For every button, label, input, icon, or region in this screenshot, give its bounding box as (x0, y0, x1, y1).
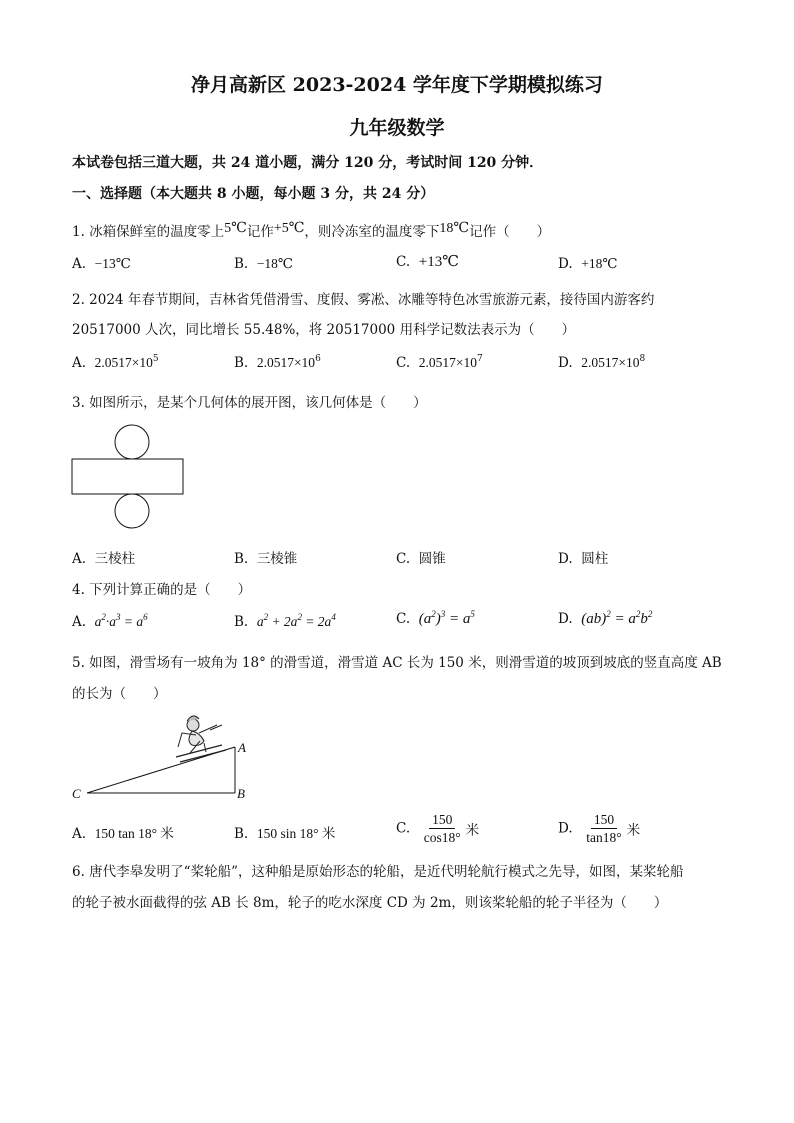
expr-part: = a (445, 611, 471, 627)
exponent: 8 (639, 354, 646, 364)
option-text: 圆柱 (581, 551, 609, 567)
exponent: 2 (606, 609, 611, 619)
expr-part: ) (435, 611, 441, 627)
expr-part: = a (120, 614, 144, 629)
expr-part: a (256, 614, 264, 629)
option-label: C. (396, 254, 411, 270)
option-label: D. (558, 820, 573, 837)
unit: 米 (465, 822, 480, 839)
q5-option-b[interactable] (234, 822, 335, 842)
option-label: C. (396, 355, 411, 371)
option-text: 圆锥 (418, 551, 446, 567)
exponent: 3 (116, 612, 121, 622)
q1-text-part: 记作 (246, 224, 274, 240)
question-6-line-2: 的轮子被水面截得的弦 AB 长 8m，轮子的吃水深度 CD 为 2m，则该桨轮船的轮子半径为（ ） (72, 895, 668, 911)
option-text: 三棱锥 (256, 551, 298, 567)
exponent: 5 (470, 609, 475, 619)
option-label: C. (396, 551, 411, 567)
option-text: +13℃ (418, 254, 459, 270)
unit: 米 (626, 822, 641, 839)
fraction (421, 812, 464, 845)
skier-icon (176, 716, 226, 762)
fraction-numerator: 150 (591, 812, 617, 829)
q1-text-part: ，则冷冻室的温度零下 (304, 224, 440, 240)
exponent: 2 (431, 609, 436, 619)
exponent: 4 (331, 612, 336, 622)
option-label: D. (558, 355, 573, 371)
intro-text: 本试卷包括三道大题，共 24 道小题，满分 120 分，考试时间 120 分钟． (72, 155, 544, 171)
page-subtitle: 九年级数学 (349, 117, 445, 139)
point-label-b: B (237, 786, 245, 801)
q5-option-c[interactable] (396, 812, 479, 845)
option-label: B. (234, 614, 249, 630)
point-label-a: A (238, 740, 246, 755)
expr-part: = 2a (301, 614, 332, 629)
option-text: 2.0517×10 (418, 355, 477, 370)
q1-math: +5℃ (273, 221, 305, 236)
option-text: 2.0517×10 (94, 355, 153, 370)
fraction-denominator: cos18° (423, 830, 461, 845)
exponent: 7 (476, 354, 483, 364)
expr-part: + 2a (268, 614, 298, 629)
option-text: 2.0517×10 (256, 355, 316, 370)
option-text: −13℃ (94, 256, 131, 271)
page-title: 净月高新区 2023-2024 学年度下学期模拟练习 (191, 74, 603, 96)
exponent: 2 (635, 609, 641, 619)
question-6-line-1: 6. 唐代李皋发明了“桨轮船”，这种船是原始形态的轮船，是近代明轮航行模式之先导，如图，某桨轮船 (72, 864, 684, 880)
option-label: A. (72, 826, 87, 842)
option-label: D. (558, 551, 573, 567)
exponent: 6 (143, 612, 148, 622)
fraction-denominator: tan18° (586, 830, 622, 845)
question-2-line-2: 20517000 人次，同比增长 55.48%，将 20517000 用科学记数法表示为（ ） (72, 322, 576, 338)
option-text: +18℃ (581, 256, 618, 271)
option-text: −18℃ (256, 256, 294, 271)
option-text: 三棱柱 (94, 551, 136, 567)
expr-part: ·a (105, 614, 117, 629)
option-label: B. (234, 355, 249, 371)
q1-math: 5℃ (224, 221, 247, 236)
option-text: 150 sin 18° 米 (256, 826, 336, 841)
exponent: 2 (263, 612, 269, 622)
exponent: 5 (152, 354, 159, 364)
fraction-numerator: 150 (429, 812, 455, 829)
question-4: 4. 下列计算正确的是（ ） (72, 582, 252, 598)
q1-text-part: 记作（ ） (469, 224, 551, 240)
exponent: 2 (297, 612, 302, 622)
exponent: 6 (315, 354, 321, 364)
option-label: C. (396, 820, 411, 837)
option-label: B. (234, 826, 249, 842)
option-label: A. (72, 551, 87, 567)
question-2-line-1: 2. 2024 年春节期间，吉林省凭借滑雪、度假、雾凇、冰雕等特色冰雪旅游元素，接待国内游客约 (72, 292, 655, 308)
option-label: B. (234, 551, 249, 567)
question-5-line-2: 的长为（ ） (72, 686, 167, 702)
option-label: B. (234, 256, 249, 272)
section-heading: 一、选择题（本大题共 8 小题，每小题 3 分，共 24 分） (72, 186, 435, 202)
option-label: C. (396, 611, 411, 627)
expr-part: (ab) (581, 611, 607, 627)
expr-part: = a (610, 611, 636, 627)
option-label: D. (558, 611, 573, 627)
option-label: A. (72, 355, 87, 371)
exponent: 2 (647, 609, 653, 619)
option-label: A. (72, 614, 87, 630)
question-5-line-1: 5. 如图，滑雪场有一坡角为 18° 的滑雪道，滑雪道 AC 长为 150 米，则滑雪道的坡顶到坡底的竖直高度 AB (72, 655, 722, 671)
option-label: D. (558, 256, 573, 272)
exponent: 3 (440, 609, 446, 619)
exponent: 2 (101, 612, 106, 622)
expr-part: (a (418, 611, 432, 627)
option-text: 150 tan 18° 米 (94, 826, 174, 841)
fraction (583, 812, 624, 845)
question-3: 3. 如图所示，是某个几何体的展开图，该几何体是（ ） (72, 395, 427, 411)
expr-part: b (640, 611, 648, 627)
q1-math: 18℃ (439, 221, 470, 236)
expr-part: a (94, 614, 102, 629)
q1-text-part: 1. 冰箱保鲜室的温度零上 (72, 224, 225, 240)
q5-option-d[interactable] (558, 812, 640, 845)
point-label-c: C (72, 786, 81, 801)
q5-option-a[interactable] (72, 822, 174, 842)
option-label: A. (72, 256, 87, 272)
option-text: 2.0517×10 (581, 355, 640, 370)
